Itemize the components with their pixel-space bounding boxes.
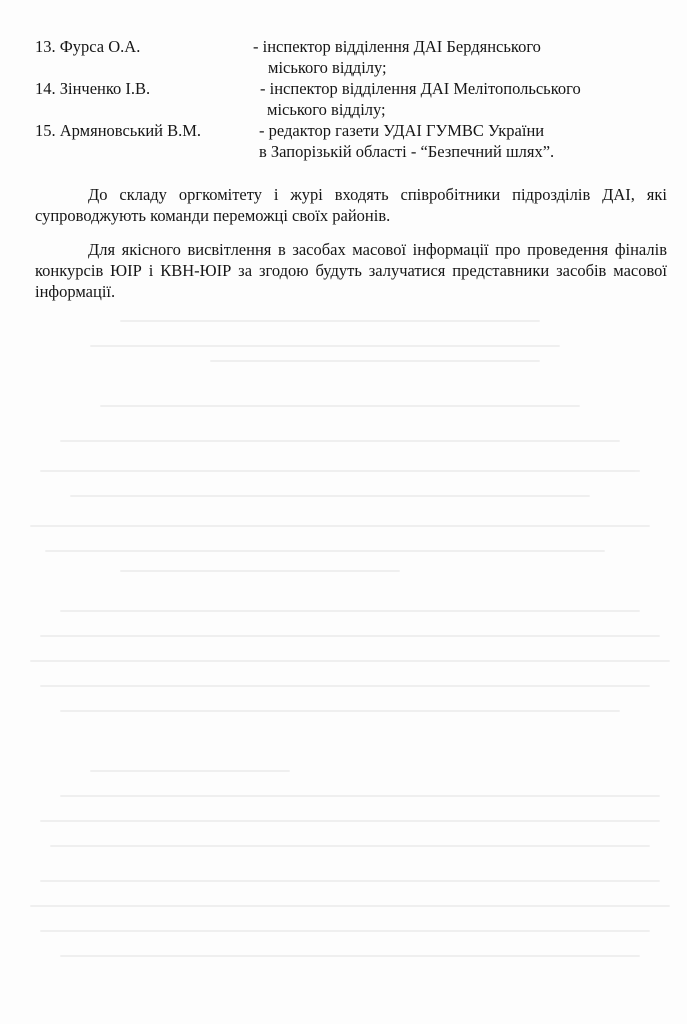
- member-role-line: міського відділу;: [267, 100, 386, 119]
- committee-member-list: [35, 36, 675, 162]
- member-role: [259, 120, 554, 162]
- paragraph-organizing-committee: До складу оргкомітету і журі входять співробітники підрозділів ДАІ, які супроводжують команди переможці своїх районів.: [35, 185, 667, 225]
- member-role: [260, 78, 581, 120]
- paragraph-media-coverage: Для якісного висвітлення в засобах масової інформації про проведення фіналів конкурсів ЮІР і КВН-ЮІР за згодою будуть залучатися представники засобів масової інформації.: [35, 240, 667, 301]
- member-role-line: - інспектор відділення ДАІ Бердянського: [253, 37, 541, 56]
- list-item: [35, 36, 675, 78]
- list-item: [35, 78, 675, 120]
- member-role-line: - інспектор відділення ДАІ Мелітопольського: [260, 79, 581, 98]
- member-role-line: в Запорізькій області - “Безпечний шлях”.: [259, 142, 555, 161]
- member-role-line: міського відділу;: [268, 58, 387, 77]
- member-name: 14. Зінченко І.В.: [35, 79, 151, 98]
- member-role: [253, 36, 541, 78]
- member-role-line: - редактор газети УДАІ ГУМВС України: [259, 121, 545, 140]
- list-item: [35, 120, 675, 162]
- member-name: 13. Фурса О.А.: [35, 37, 141, 56]
- member-name: 15. Армяновський В.М.: [35, 121, 202, 140]
